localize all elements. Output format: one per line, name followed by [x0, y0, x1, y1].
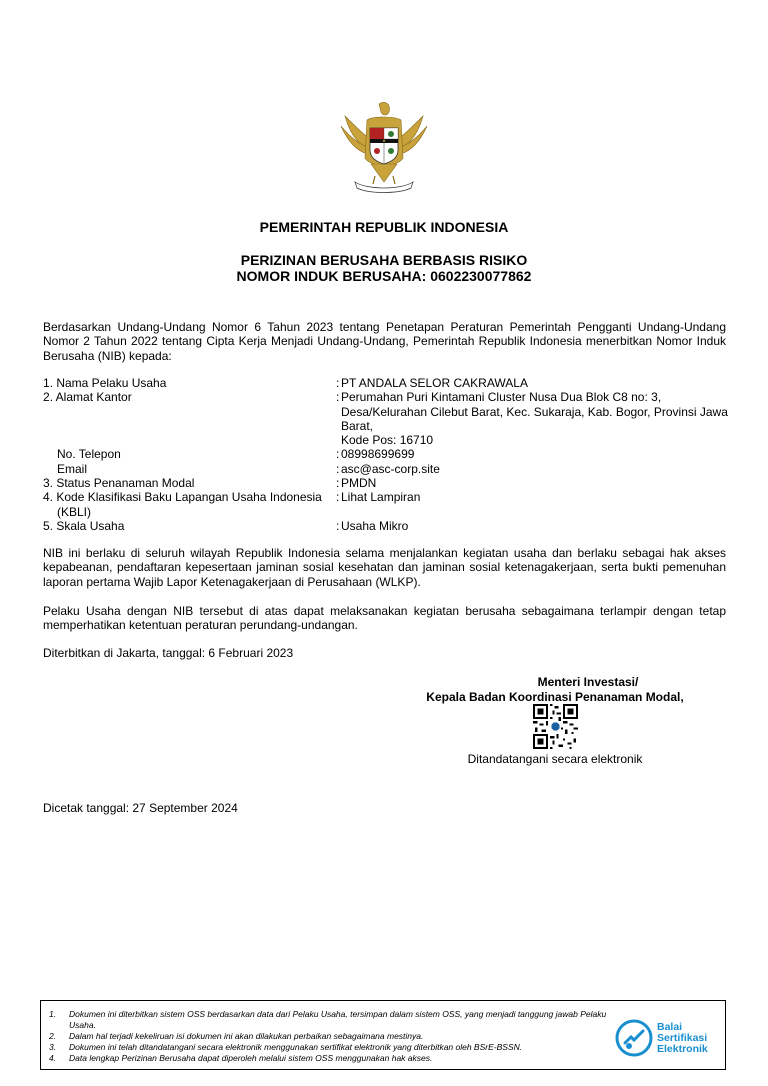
validity-paragraph: NIB ini berlaku di seluruh wilayah Republik Indonesia selama menjalankan kegiatan usaha dan berlaku sebagai hak akses kepabeanan, pendaftaran kepesertaan jaminan sosial kesehatan dan jaminan sosial ketenagakerjaan, serta bukti pemenuhan laporan pertama Wajib Lapor Ketenagakerjaan di Perusahaan (WLKP). — [43, 546, 726, 589]
note-text: Dokumen ini diterbitkan sistem OSS berdasarkan data dari Pelaku Usaha, tersimpan dalam sistem OSS, yang menjadi tanggung jawab Pelaku Usaha. — [69, 1009, 607, 1030]
qr-code-icon — [533, 704, 578, 749]
footer-note — [49, 1053, 609, 1064]
note-text: Dalam hal terjadi kekeliruan isi dokumen ini akan dilakukan perbaikan sebagaimana mestinya. — [69, 1031, 424, 1041]
field-colon: : — [336, 390, 340, 405]
footer-note — [49, 1042, 609, 1053]
field-colon: : — [336, 461, 340, 476]
business-details — [43, 376, 733, 533]
field-label: Email — [57, 461, 88, 476]
bsre-logo — [615, 1015, 715, 1061]
bsre-text — [657, 1022, 708, 1055]
field-label: 3. Status Penanaman Modal — [43, 476, 195, 491]
bsre-text-line: Balai — [657, 1020, 683, 1033]
field-row-phone — [43, 447, 733, 461]
bsre-text-line: Elektronik — [657, 1042, 708, 1055]
field-value: Lihat Lampiran — [341, 490, 421, 505]
field-label: 5. Skala Usaha — [43, 518, 125, 533]
field-colon: : — [336, 518, 340, 533]
note-text: Dokumen ini telah ditandatangani secara elektronik menggunakan sertifikat elektronik yang diterbitkan oleh BSrE-BSSN. — [69, 1042, 523, 1052]
field-label: 2. Alamat Kantor — [43, 390, 132, 405]
address-line: Perumahan Puri Kintamani Cluster Nusa Dua Blok C8 no: 3, — [341, 390, 662, 405]
field-value: PMDN — [341, 476, 377, 491]
field-colon: : — [336, 476, 340, 491]
field-label: No. Telepon — [57, 447, 121, 462]
government-title: PEMERINTAH REPUBLIK INDONESIA — [259, 219, 509, 235]
signatory-line2: Kepala Badan Koordinasi Penanaman Modal, — [426, 690, 684, 704]
address-line: Barat, — [341, 418, 374, 433]
activity-paragraph: Pelaku Usaha dengan NIB tersebut di atas dapat melaksanakan kegiatan berusaha sebagaimana terlampir dengan tetap memperhatikan ketentuan peraturan perundang-undangan. — [43, 604, 726, 633]
field-row-address — [43, 390, 733, 447]
field-row-investment — [43, 476, 733, 490]
field-value — [341, 390, 733, 447]
field-row-name — [43, 376, 733, 390]
field-row-kbli — [43, 490, 733, 519]
field-label: 1. Nama Pelaku Usaha — [43, 376, 167, 390]
address-line: Desa/Kelurahan Cilebut Barat, Kec. Sukaraja, Kab. Bogor, Provinsi Jawa — [341, 404, 728, 419]
kbli-label-line2: (KBLI) — [57, 504, 92, 519]
bsre-icon — [615, 1019, 653, 1057]
address-postal-code: Kode Pos: 16710 — [341, 433, 434, 448]
note-text: Data lengkap Perizinan Berusaha dapat diperoleh melalui sistem OSS menggunakan hak akses. — [69, 1053, 433, 1063]
field-value: 08998699699 — [341, 447, 415, 462]
field-value: Usaha Mikro — [341, 518, 409, 533]
field-row-email — [43, 462, 733, 476]
printed-date: Dicetak tanggal: 27 September 2024 — [43, 801, 238, 815]
bsre-text-line: Sertifikasi — [657, 1031, 708, 1044]
field-value: asc@asc-corp.site — [341, 461, 440, 476]
field-label — [43, 490, 336, 519]
field-colon: : — [336, 376, 340, 390]
note-number: 2. — [49, 1031, 57, 1041]
document-title-line1: PERIZINAN BERUSAHA BERBASIS RISIKO — [240, 252, 528, 268]
document-title — [0, 252, 768, 284]
footer-notes — [49, 1009, 609, 1064]
footer-note — [49, 1009, 609, 1031]
field-colon: : — [336, 447, 340, 462]
footer-box — [40, 1000, 726, 1070]
issued-date: Diterbitkan di Jakarta, tanggal: 6 Februari 2023 — [43, 646, 294, 660]
note-number: 3. — [49, 1042, 57, 1052]
field-value: PT ANDALA SELOR CAKRAWALA — [341, 376, 528, 390]
signatory-title — [420, 675, 690, 705]
signatory-line1: Menteri Investasi/ — [537, 675, 639, 689]
garuda-emblem-icon — [337, 98, 431, 196]
nib-number: NOMOR INDUK BERUSAHA: 0602230077862 — [236, 268, 532, 284]
footer-note — [49, 1031, 609, 1042]
intro-paragraph: Berdasarkan Undang-Undang Nomor 6 Tahun 2023 tentang Penetapan Peraturan Pemerintah Pengganti Undang-Undang Nomor 2 Tahun 2022 tentang Cipta Kerja Menjadi Undang-Undang, Pemerintah Republik Indonesia menerbitkan Nomor Induk Berusaha (NIB) kepada: — [43, 320, 726, 363]
note-number: 1. — [49, 1009, 57, 1019]
electronic-signature-note: Ditandatangani secara elektronik — [467, 752, 643, 766]
field-row-scale — [43, 519, 733, 533]
field-colon: : — [336, 490, 340, 505]
note-number: 4. — [49, 1053, 57, 1063]
kbli-label-line1: 4. Kode Klasifikasi Baku Lapangan Usaha Indonesia — [43, 490, 322, 505]
